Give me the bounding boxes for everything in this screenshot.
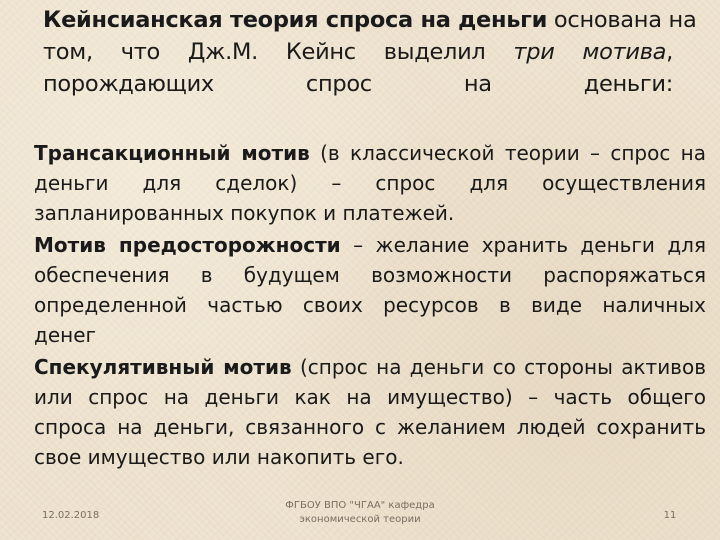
motive-line: [34, 230, 706, 260]
motive-line: [34, 352, 706, 382]
motive-title: Трансакционный мотив: [34, 141, 310, 165]
intro-line-2-end: ,: [666, 39, 674, 65]
motive-line: деньги для сделок) – спрос для осуществления: [34, 171, 706, 195]
intro-line-2: [43, 36, 673, 68]
motive-text: (спрос на деньги со стороны активов: [291, 355, 706, 379]
motive-line: [34, 138, 706, 168]
motives-list: [34, 138, 706, 474]
footer-org-line-1: ФГБОУ ВПО "ЧГАА" кафедра: [285, 500, 435, 511]
intro-italic-three-motives: три мотива: [513, 39, 667, 65]
intro-line-2-start: том, что Дж.М. Кейнс выделил: [43, 39, 514, 65]
motive-text: – желание хранить деньги для: [340, 233, 706, 257]
motive-title: Спекулятивный мотив: [34, 355, 292, 379]
intro-paragraph: [43, 4, 697, 100]
intro-bold-lead: Кейнсианская теория спроса на деньги: [43, 7, 548, 33]
motive-line: или спрос на деньги как на имущество) – часть общего: [34, 385, 706, 409]
motive-line: свое имущество или накопить его.: [34, 445, 404, 469]
motive-speculative: [34, 352, 706, 472]
footer-organization: [270, 499, 450, 527]
intro-line-1-rest: основана на: [547, 7, 697, 33]
motive-line: запланированных покупок и платежей.: [34, 201, 455, 225]
page-number: 11: [663, 510, 677, 521]
motive-title: Мотив предосторожности: [34, 233, 341, 257]
motive-line: денег: [34, 323, 97, 347]
motive-transactional: [34, 138, 706, 228]
motive-line: обеспечения в будущем возможности распоряжаться: [34, 263, 706, 287]
motive-line: определенной частью своих ресурсов в виде наличных: [34, 293, 706, 317]
motive-text: (в классической теории – спрос на: [309, 141, 706, 165]
footer-org-line-2: экономической теории: [299, 514, 421, 525]
footer-date: 12.02.2018: [42, 510, 100, 521]
motive-precautionary: [34, 230, 706, 350]
motive-line: спроса на деньги, связанного с желанием людей сохранить: [34, 415, 706, 439]
intro-line-1: [43, 4, 697, 36]
intro-line-3: порождающих спрос на деньги:: [43, 71, 673, 97]
